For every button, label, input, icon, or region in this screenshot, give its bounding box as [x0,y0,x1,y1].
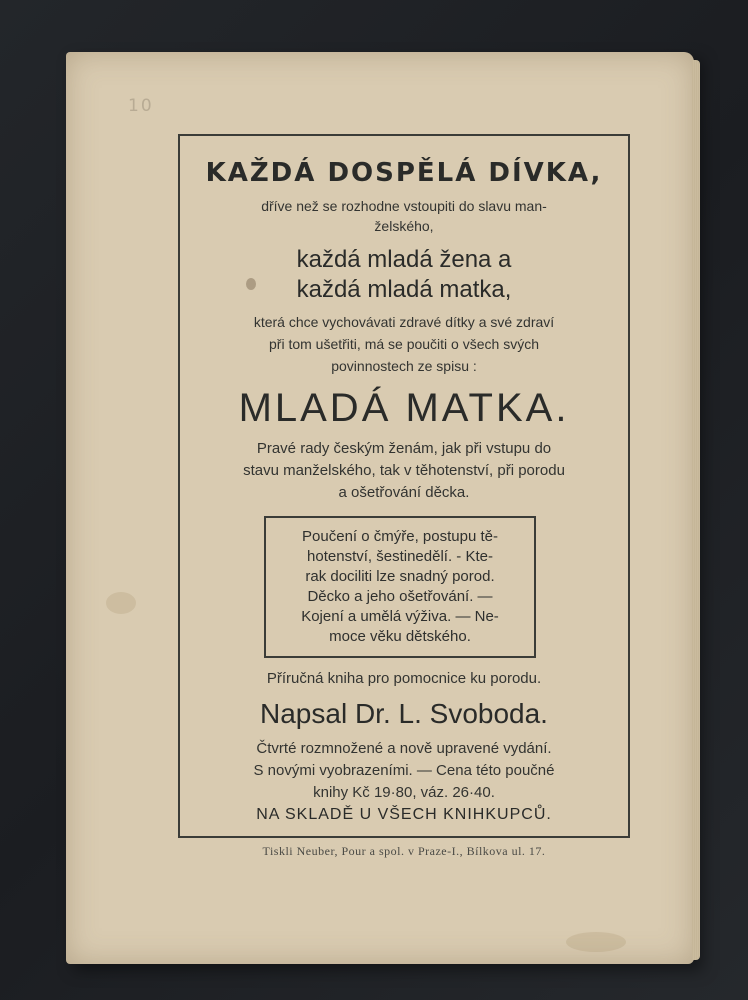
duties-line-3: povinnostech ze spisu : [331,358,477,374]
contents-line: rak dociliti lze snadný porod. [305,568,495,585]
book-title: MLADÁ MATKA. [238,386,570,430]
edition-line-3: knihy Kč 19·80, váz. 26·40. [313,784,495,801]
advertisement-frame [178,134,630,838]
young-mother-line: každá mladá matka, [296,276,512,303]
contents-line: moce věku dětského. [329,628,471,645]
advice-line-1: Pravé rady českým ženám, jak při vstupu do [256,440,552,457]
pencil-mark: 10 [128,96,154,116]
young-woman-line: každá mladá žena a [296,246,512,273]
book-back-cover [66,52,694,964]
handbook-line: Příručná kniha pro pomocnice ku porodu. [266,670,542,687]
intro-line-2: želského, [374,218,434,234]
edition-line-1: Čtvrté rozmnožené a nově upravené vydání. [256,740,552,757]
headline: KAŽDÁ DOSPĚLÁ DÍVKA, [205,158,603,188]
contents-line: Děcko a jeho ošetřování. — [307,588,493,605]
contents-line: Kojení a umělá výživa. — Ne- [301,608,499,625]
contents-line: Poučení o čmýře, postupu tě- [302,528,498,545]
advice-line-2: stavu manželského, tak v těhotenství, při porodu [243,462,565,479]
printer-imprint: Tiskli Neuber, Pour a spol. v Praze-I., Bílkova ul. 17. [262,844,546,858]
duties-line-1: která chce vychovávati zdravé dítky a své zdraví [253,314,555,330]
contents-box [264,516,536,658]
duties-line-2: při tom ušetřiti, má se poučiti o všech svých [269,336,539,352]
paper-stain [106,592,136,614]
page-edges [692,60,700,960]
advice-line-3: a ošetřování děcka. [338,484,470,501]
edition-line-2: S novými vyobrazeními. — Cena této poučné [253,762,555,779]
intro-line-1: dříve než se rozhodne vstoupiti do slavu man- [261,198,547,214]
stock-line: NA SKLADĚ U VŠECH KNIHKUPCŮ. [256,806,552,823]
author-line: Napsal Dr. L. Svoboda. [260,698,548,729]
paper-stain [566,932,626,952]
contents-line: hotenství, šestinedělí. - Kte- [307,548,493,565]
